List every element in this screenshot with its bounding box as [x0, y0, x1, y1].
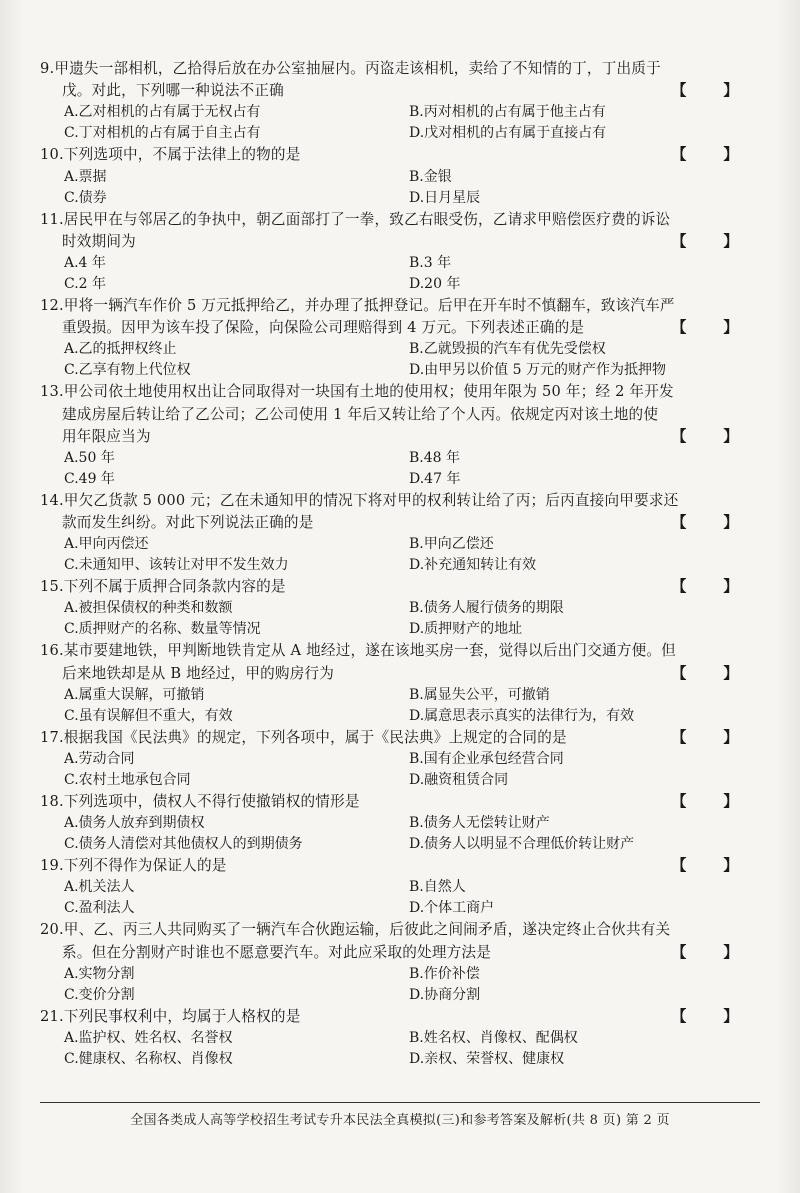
answer-option[interactable]: B.3 年	[409, 254, 452, 271]
question-text: 款而发生纠纷。对此下列说法正确的是	[62, 514, 314, 532]
answer-option[interactable]: D.属意思表示真实的法律行为，有效	[409, 707, 635, 724]
question-11	[40, 209, 760, 295]
answer-option[interactable]: B.甲向乙偿还	[409, 536, 494, 553]
answer-option[interactable]: B.乙就毁损的汽车有优先受偿权	[409, 341, 606, 358]
question-text: 11.居民甲在与邻居乙的争执中，朝乙面部打了一拳，致乙右眼受伤，乙请求甲赔偿医疗费的诉讼	[40, 210, 671, 228]
option-row	[40, 834, 760, 855]
question-14	[40, 490, 760, 576]
answer-option[interactable]: C.未通知甲、该转让对甲不发生效力	[64, 557, 289, 574]
question-text: 用年限应当为	[62, 427, 151, 445]
option-row	[40, 360, 760, 381]
question-stem-line	[40, 404, 760, 426]
answer-option[interactable]: C.债券	[64, 189, 107, 206]
question-text: 时效期间为	[62, 232, 136, 250]
answer-option[interactable]: A.乙的抵押权终止	[64, 341, 177, 358]
question-text: 16.某市要建地铁，甲判断地铁肯定从 A 地经过，遂在该地买房一套，觉得以后出门交通方便。但	[40, 642, 676, 660]
answer-bracket[interactable]: 【 】	[671, 232, 754, 250]
answer-bracket[interactable]: 【 】	[671, 664, 754, 682]
answer-option[interactable]: D.补充通知转让有效	[409, 557, 537, 574]
answer-option[interactable]: C.农村土地承包合同	[64, 772, 191, 788]
option-row	[40, 619, 760, 640]
answer-bracket[interactable]: 【 】	[671, 857, 754, 875]
question-stem-line	[40, 727, 760, 749]
answer-option[interactable]: A.机关法人	[64, 879, 135, 896]
answer-option[interactable]: C.2 年	[64, 275, 107, 292]
question-stem-line	[40, 144, 760, 166]
question-stem-line	[40, 663, 760, 685]
option-row	[40, 749, 760, 770]
question-stem-line	[40, 640, 760, 662]
answer-option[interactable]: C.乙享有物上代位权	[64, 362, 191, 379]
question-20	[40, 919, 760, 1005]
question-stem-line	[40, 209, 760, 231]
option-row	[40, 339, 760, 360]
question-text: 后来地铁却是从 B 地经过，甲的购房行为	[62, 664, 335, 682]
question-stem-line	[40, 791, 760, 813]
option-row	[40, 469, 760, 490]
question-text: 13.甲公司依土地使用权出让合同取得对一块国有土地的使用权；使用年限为 50 年；经 2 年开发	[40, 383, 674, 401]
question-10	[40, 144, 760, 208]
answer-option[interactable]: A.4 年	[64, 254, 106, 271]
option-row	[40, 813, 760, 834]
answer-option[interactable]: B.自然人	[409, 879, 466, 896]
answer-option[interactable]: A.属重大误解，可撤销	[64, 686, 205, 703]
question-text: 10.下列选项中，不属于法律上的物的是	[40, 146, 301, 164]
answer-option[interactable]: A.监护权、姓名权、名誉权	[64, 1029, 233, 1046]
question-text: 21.下列民事权利中，均属于人格权的是	[40, 1007, 301, 1025]
answer-bracket[interactable]: 【 】	[671, 319, 754, 337]
answer-bracket[interactable]: 【 】	[671, 728, 754, 746]
answer-bracket[interactable]: 【 】	[671, 578, 754, 596]
answer-option[interactable]: B.属显失公平，可撤销	[409, 686, 550, 703]
answer-bracket[interactable]: 【 】	[671, 82, 754, 100]
question-text: 17.根据我国《民法典》的规定，下列各项中，属于《民法典》上规定的合同的是	[40, 728, 567, 746]
option-row	[40, 188, 760, 209]
option-row	[40, 167, 760, 188]
option-row	[40, 598, 760, 619]
option-row	[40, 102, 760, 123]
option-row	[40, 448, 760, 469]
answer-option[interactable]: D.戊对相机的占有属于直接占有	[409, 125, 607, 142]
question-stem-line	[40, 512, 760, 534]
answer-option[interactable]: D.融资租赁合同	[409, 772, 509, 788]
option-row	[40, 985, 760, 1006]
question-16	[40, 640, 760, 726]
question-19	[40, 855, 760, 919]
question-list	[40, 58, 760, 1070]
answer-option[interactable]: B.丙对相机的占有属于他主占有	[409, 104, 606, 121]
option-row	[40, 253, 760, 274]
question-15	[40, 576, 760, 640]
answer-option[interactable]: A.甲向丙偿还	[64, 536, 149, 553]
answer-option[interactable]: C.盈利法人	[64, 900, 135, 917]
answer-option[interactable]: A.票据	[64, 168, 107, 185]
question-stem-line	[40, 855, 760, 877]
question-stem-line	[40, 58, 760, 80]
question-text: 20.甲、乙、丙三人共同购买了一辆汽车合伙跑运输，后彼此之间闹矛盾，遂决定终止合伙共有关	[40, 921, 671, 939]
question-17	[40, 727, 760, 791]
question-text: 12.甲将一辆汽车作价 5 万元抵押给乙，并办理了抵押登记。后甲在开车时不慎翻车，致该汽车严	[40, 296, 675, 314]
answer-option[interactable]: B.债务人无偿转让财产	[409, 815, 550, 832]
answer-bracket[interactable]: 【 】	[671, 793, 754, 810]
answer-option[interactable]: A.实物分割	[64, 965, 135, 982]
answer-option[interactable]: C.虽有误解但不重大，有效	[64, 707, 233, 724]
answer-option[interactable]: A.被担保债权的种类和数额	[64, 600, 233, 617]
option-row	[40, 534, 760, 555]
question-21	[40, 1006, 760, 1070]
question-text: 14.甲欠乙货款 5 000 元；乙在未通知甲的情况下将对甲的权利转让给了丙；后丙直接向甲要求还	[40, 491, 679, 509]
answer-option[interactable]: D.债务人以明显不合理低价转让财产	[409, 836, 635, 853]
answer-option[interactable]: B.国有企业承包经营合同	[409, 751, 564, 767]
question-stem-line	[40, 919, 760, 941]
answer-option[interactable]: D.个体工商户	[409, 900, 495, 917]
question-text: 戊。对此，下列哪一种说法不正确	[62, 82, 284, 100]
question-text: 19.下列不得作为保证人的是	[40, 857, 227, 875]
option-row	[40, 964, 760, 985]
option-row	[40, 706, 760, 727]
question-text: 18.下列选项中，债权人不得行使撤销权的情形是	[40, 793, 360, 810]
question-12	[40, 295, 760, 381]
answer-option[interactable]: B.48 年	[409, 449, 461, 466]
question-text: 系。但在分割财产时谁也不愿意要汽车。对此应采取的处理方法是	[62, 943, 492, 961]
answer-option[interactable]: C.债务人清偿对其他债权人的到期债务	[64, 836, 303, 853]
option-row	[40, 1049, 760, 1070]
option-row	[40, 1028, 760, 1049]
answer-option[interactable]: A.债务人放弃到期债权	[64, 815, 205, 832]
answer-option[interactable]: A.乙对相机的占有属于无权占有	[64, 104, 261, 121]
answer-option[interactable]: B.债务人履行债务的期限	[409, 600, 564, 617]
answer-option[interactable]: C.49 年	[64, 470, 115, 487]
question-stem-line	[40, 576, 760, 598]
option-row	[40, 898, 760, 919]
question-text: 重毁损。因甲为该车投了保险，向保险公司理赔得到 4 万元。下列表述正确的是	[62, 319, 585, 337]
question-9	[40, 58, 760, 144]
answer-option[interactable]: A.劳动合同	[64, 751, 135, 767]
option-row	[40, 877, 760, 898]
page-footer: 全国各类成人高等学校招生考试专升本民法全真模拟(三)和参考答案及解析(共 8 页) 第 2 页	[40, 1102, 760, 1128]
answer-option[interactable]: C.质押财产的名称、数量等情况	[64, 621, 261, 638]
answer-bracket[interactable]: 【 】	[671, 1007, 754, 1025]
question-stem-line	[40, 317, 760, 339]
answer-bracket[interactable]: 【 】	[671, 427, 754, 445]
answer-bracket[interactable]: 【 】	[671, 943, 754, 961]
option-row	[40, 274, 760, 295]
question-text: 9.甲遗失一部相机，乙拾得后放在办公室抽屉内。丙盗走该相机，卖给了不知情的丁，丁出质于	[40, 60, 661, 77]
answer-option[interactable]: D.20 年	[409, 275, 461, 292]
answer-option[interactable]: C.健康权、名称权、肖像权	[64, 1050, 233, 1067]
question-stem-line	[40, 381, 760, 403]
question-13	[40, 381, 760, 490]
answer-option[interactable]: D.47 年	[409, 470, 461, 487]
question-stem-line	[40, 490, 760, 512]
question-text: 15.下列不属于质押合同条款内容的是	[40, 578, 286, 596]
answer-option[interactable]: B.金银	[409, 168, 452, 185]
answer-option[interactable]: B.姓名权、肖像权、配偶权	[409, 1029, 578, 1046]
question-text: 建成房屋后转让给了乙公司；乙公司使用 1 年后又转让给了个人丙。依规定丙对该土地的使	[62, 405, 659, 423]
answer-option[interactable]: D.日月星辰	[409, 189, 481, 206]
answer-option[interactable]: B.作价补偿	[409, 965, 480, 982]
question-stem-line	[40, 1006, 760, 1028]
answer-option[interactable]: D.由甲另以价值 5 万元的财产作为抵押物	[409, 362, 666, 379]
option-row	[40, 555, 760, 576]
answer-option[interactable]: C.丁对相机的占有属于自主占有	[64, 125, 261, 142]
option-row	[40, 685, 760, 706]
question-stem-line	[40, 942, 760, 964]
answer-bracket[interactable]: 【 】	[671, 514, 754, 532]
question-stem-line	[40, 426, 760, 448]
answer-option[interactable]: D.协商分割	[409, 986, 481, 1003]
answer-bracket[interactable]: 【 】	[671, 146, 754, 164]
answer-option[interactable]: A.50 年	[64, 449, 115, 466]
option-row	[40, 123, 760, 144]
option-row	[40, 770, 760, 791]
answer-option[interactable]: D.质押财产的地址	[409, 621, 523, 638]
question-stem-line	[40, 295, 760, 317]
question-stem-line	[40, 80, 760, 102]
answer-option[interactable]: C.变价分割	[64, 986, 135, 1003]
question-stem-line	[40, 231, 760, 253]
answer-option[interactable]: D.亲权、荣誉权、健康权	[409, 1050, 565, 1067]
question-18	[40, 791, 760, 855]
